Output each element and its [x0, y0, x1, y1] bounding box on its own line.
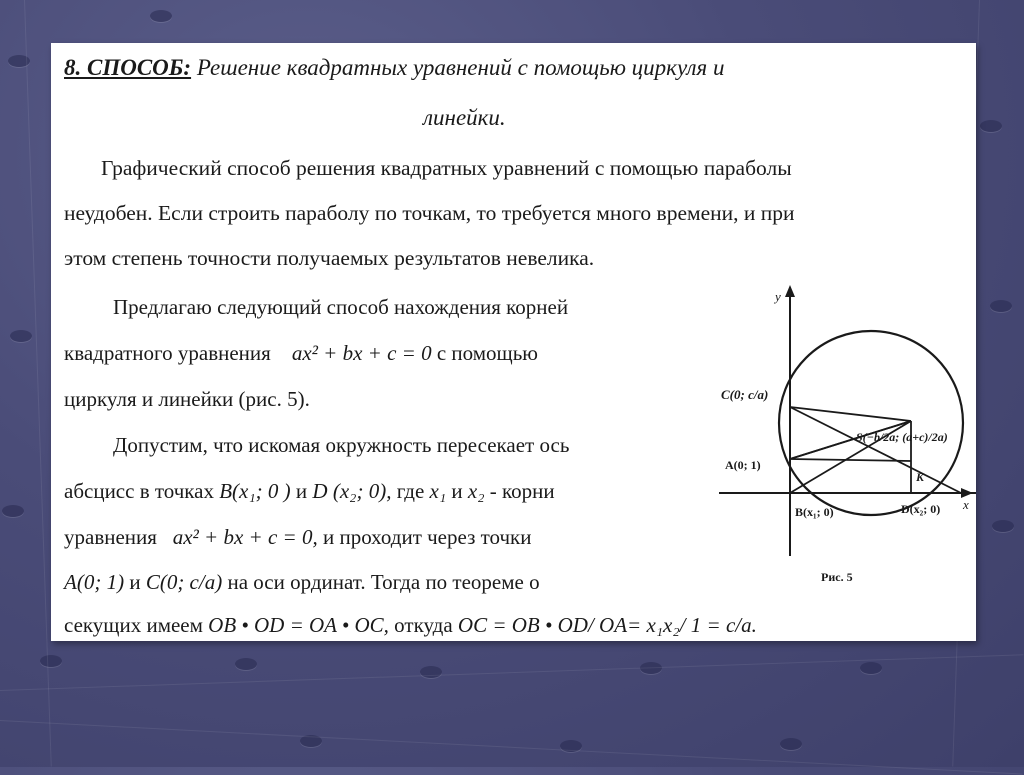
- document-page: [51, 43, 976, 641]
- title-line-2: линейки.: [423, 105, 506, 130]
- text-segment: и: [451, 479, 463, 503]
- text-segment: где: [396, 479, 425, 503]
- paragraph-3-line-1: Допустим, что искомая окружность пересекает ось: [113, 433, 570, 457]
- label-B: B(x₁; 0): [795, 505, 834, 519]
- text-segment: абсцисс в точках: [64, 479, 214, 503]
- label-A: A(0; 1): [725, 458, 761, 472]
- chord-C-to-D: [790, 407, 961, 493]
- label-S: S(−b/2a; (a+c)/2a): [856, 430, 948, 444]
- text-segment: с помощью: [436, 341, 538, 365]
- label-C: C(0; c/a): [721, 387, 769, 402]
- paragraph-3-line-4: [64, 570, 540, 595]
- root-x1: x₁: [429, 479, 447, 503]
- figure-caption: Рис. 5: [821, 570, 853, 584]
- paragraph-2-line-1: Предлагаю следующий способ нахождения корней: [113, 295, 569, 319]
- paragraph-3-line-5: [64, 613, 757, 638]
- text-segment: и: [295, 479, 308, 503]
- equation: OB • OD = OA • OC,: [208, 613, 389, 637]
- text-segment: квадратного уравнения: [64, 341, 271, 365]
- paragraph-3-line-3: [64, 525, 531, 550]
- method-number: 8. СПОСОБ:: [64, 55, 192, 80]
- equation: OC = OB • OD/ OA= x₁x₂/ 1 = c/a.: [457, 613, 757, 637]
- paragraph-3-line-2: [64, 479, 555, 504]
- geometry-figure: [711, 281, 976, 601]
- paragraph-2-line-2: [64, 341, 538, 366]
- text-segment: уравнения: [64, 525, 157, 549]
- circle: [779, 331, 963, 515]
- x-axis-label: x: [963, 497, 969, 512]
- point-B: B(x₁; 0 ): [219, 479, 291, 503]
- point-D: D (x₂; 0),: [312, 479, 392, 503]
- text-segment: секущих имеем: [64, 613, 203, 637]
- title-line-1: [64, 55, 725, 81]
- title-text: Решение квадратных уравнений с помощью циркуля и: [196, 55, 725, 80]
- point-C: C(0; c/a): [145, 570, 223, 594]
- equation: ax² + bx + c = 0: [291, 341, 432, 365]
- equation: ax² + bx + c = 0,: [172, 525, 318, 549]
- point-A: A(0; 1): [64, 570, 125, 594]
- y-axis-arrow: [785, 285, 795, 297]
- paragraph-1-line-3: этом степень точности получаемых результатов невелика.: [64, 246, 595, 270]
- root-x2: x₂: [467, 479, 485, 503]
- text-segment: и: [129, 570, 141, 594]
- label-D: D(x₂; 0): [901, 502, 941, 516]
- label-K: K: [916, 470, 925, 484]
- paragraph-2-line-3: циркуля и линейки (рис. 5).: [64, 387, 310, 411]
- paragraph-1-line-1: Графический способ решения квадратных уравнений с помощью параболы: [101, 156, 792, 180]
- text-segment: на оси ординат. Тогда по теореме о: [227, 570, 540, 594]
- segment-C-to-S: [790, 407, 911, 421]
- text-segment: и проходит через точки: [322, 525, 532, 549]
- text-segment: откуда: [394, 613, 453, 637]
- text-segment: - корни: [489, 479, 555, 503]
- paragraph-1-line-2: неудобен. Если строить параболу по точкам, то требуется много времени, и при: [64, 201, 795, 225]
- y-axis-label: y: [775, 289, 781, 304]
